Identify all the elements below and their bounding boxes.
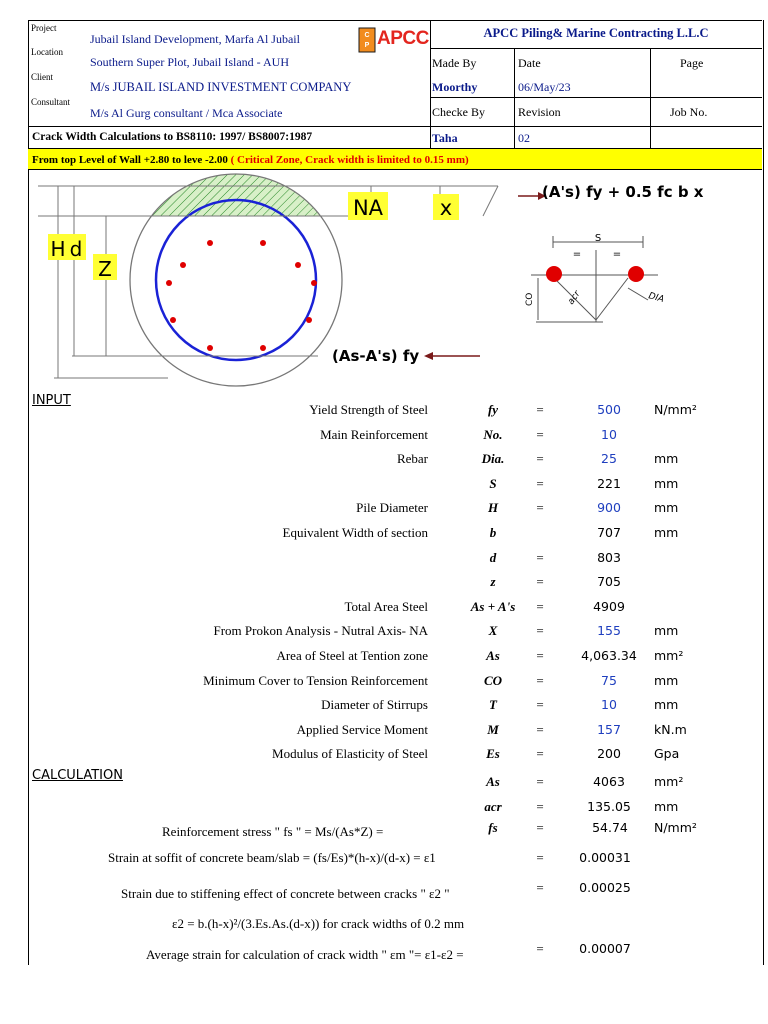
param-equals: =: [536, 574, 544, 590]
location-value: Southern Super Plot, Jubail Island - AUH: [90, 55, 289, 69]
tension-force-label: (As-A's) fy: [332, 347, 420, 365]
param-value: 200: [597, 746, 621, 762]
calculation-section-title: CALCULATION: [32, 768, 123, 783]
compression-force-label: (A's) fy + 0.5 fc b x: [542, 183, 704, 201]
header-col-divider-2: [650, 48, 651, 148]
svg-text:C: C: [364, 32, 370, 39]
job-no-label: Job No.: [670, 105, 708, 119]
param-row: [28, 795, 762, 819]
strain-soffit-label: Strain at soffit of concrete beam/slab = (fs/Es)*(h-x)/(d-x) = ε1: [108, 850, 436, 865]
param-label: Main Reinforcement: [320, 426, 428, 442]
param-symbol: As: [486, 648, 500, 663]
zone-band-text: From top Level of Wall +2.80 to leve -2.00: [32, 154, 231, 166]
reinforcement-stress-equals: =: [536, 820, 544, 835]
param-value: 4,063.34: [581, 648, 637, 663]
na-label: NA: [352, 196, 384, 220]
param-label: Pile Diameter: [356, 500, 428, 516]
param-label: Diameter of Stirrups: [321, 697, 428, 713]
sheet-title: Crack Width Calculations to BS8110: 1997/ BS8007:1987: [32, 131, 313, 143]
param-row: [28, 595, 762, 619]
revision-label: Revision: [518, 105, 561, 119]
param-symbol: d: [489, 549, 497, 565]
param-symbol: As: [486, 774, 500, 789]
param-equals: =: [536, 402, 544, 417]
param-unit: mm: [654, 672, 679, 688]
param-row: [28, 644, 762, 668]
revision-value: 02: [518, 131, 530, 145]
param-row: [28, 447, 762, 471]
param-equals: =: [536, 798, 544, 814]
param-row: [28, 619, 762, 643]
param-label: Minimum Cover to Tension Reinforcement: [203, 672, 428, 688]
reinforcement-stress-symbol: fs: [488, 820, 498, 835]
cover-detail-sketch: [525, 233, 665, 322]
param-symbol: No.: [483, 426, 503, 442]
param-row: [28, 693, 762, 717]
client-value: M/s JUBAIL ISLAND INVESTMENT COMPANY: [90, 80, 352, 94]
param-unit: Gpa: [654, 746, 680, 762]
param-value: 4909: [593, 598, 625, 614]
z-label: Z: [98, 257, 112, 281]
header-top-rule: [28, 20, 762, 21]
param-label: From Prokon Analysis - Nutral Axis- NA: [213, 623, 428, 639]
date-value: 06/May/23: [518, 80, 571, 94]
param-equals: =: [536, 774, 544, 789]
param-equals: =: [536, 648, 544, 663]
param-label: Equivalent Width of section: [282, 525, 428, 540]
param-equals: =: [536, 598, 544, 614]
param-symbol: b: [489, 525, 497, 540]
strain-soffit-equals: =: [536, 850, 544, 865]
header-col-divider-1: [514, 48, 515, 148]
param-equals: =: [536, 672, 544, 688]
zone-band: [28, 148, 762, 170]
param-row: [28, 570, 762, 594]
param-value: 900: [597, 500, 621, 516]
reinforcement-stress-unit: N/mm²: [654, 820, 697, 835]
detail-eq-right: =: [612, 249, 622, 260]
client-label: Client: [31, 72, 53, 82]
average-strain-label: Average strain for calculation of crack width " εm "= ε1-ε2 =: [146, 947, 464, 962]
param-label: Total Area Steel: [344, 598, 428, 614]
param-symbol: acr: [484, 798, 502, 814]
detail-acr-label: acr: [566, 289, 583, 307]
param-unit: mm: [654, 451, 679, 467]
param-unit: mm: [654, 798, 679, 814]
param-symbol: M: [487, 721, 499, 737]
param-unit: N/mm²: [654, 402, 697, 417]
param-value: 705: [597, 574, 621, 590]
param-symbol: z: [490, 574, 496, 590]
d-label: d: [69, 237, 83, 261]
param-label: Area of Steel at Tention zone: [276, 648, 428, 663]
average-strain-equals: =: [536, 941, 544, 956]
param-equals: =: [536, 475, 544, 491]
project-label: Project: [31, 23, 57, 33]
reinforcement-stress-label: Reinforcement stress " fs " = Ms/(As*Z) =: [162, 824, 384, 839]
consultant-value: M/s Al Gurg consultant / Mca Associate: [90, 106, 283, 120]
param-symbol: T: [489, 697, 497, 713]
param-row: [28, 472, 762, 496]
h-label: H: [50, 237, 66, 261]
made-by-value: Moorthy: [432, 80, 478, 94]
company-name: APCC Piling& Marine Contracting L.L.C: [483, 26, 709, 40]
param-value: 135.05: [587, 798, 631, 814]
param-symbol: fy: [487, 402, 499, 417]
param-equals: =: [536, 549, 544, 565]
average-strain-value: 0.00007: [579, 941, 631, 956]
param-value: 4063: [593, 774, 625, 789]
param-row: [28, 521, 762, 545]
param-value: 500: [597, 402, 621, 417]
stiffening-strain-value: 0.00025: [579, 880, 631, 895]
param-row: [28, 496, 762, 520]
param-symbol: Dia.: [481, 451, 505, 467]
svg-text:P: P: [364, 42, 370, 49]
input-section-title: INPUT: [32, 393, 71, 408]
epsilon2-formula: ε2 = b.(h-x)²/(3.Es.As.(d-x)) for crack widths of 0.2 mm: [172, 916, 465, 931]
param-row: [28, 546, 762, 570]
param-symbol: CO: [483, 672, 503, 688]
param-unit: mm: [654, 697, 679, 713]
param-symbol: S: [489, 475, 497, 491]
header-rule-2: [430, 97, 762, 98]
param-equals: =: [536, 623, 544, 639]
param-unit: kN.m: [654, 721, 687, 737]
param-value: 10: [601, 697, 617, 713]
param-value: 157: [597, 721, 621, 737]
page-label: Page: [680, 56, 704, 70]
param-row: [28, 669, 762, 693]
param-unit: mm: [654, 623, 679, 639]
param-symbol: Es: [486, 746, 500, 762]
param-label: Modulus of Elasticity of Steel: [272, 746, 428, 762]
strain-soffit-value: 0.00031: [579, 850, 631, 865]
detail-dia-label: DIA: [647, 291, 666, 305]
param-value: 75: [601, 672, 617, 688]
pile-section-diagram: [28, 170, 762, 395]
param-value: 803: [597, 549, 621, 565]
made-by-label: Made By: [432, 56, 477, 70]
param-label: Yield Strength of Steel: [309, 402, 428, 417]
param-row: [28, 718, 762, 742]
date-label: Date: [518, 56, 541, 70]
param-row: [28, 742, 762, 766]
param-symbol: H: [487, 500, 499, 516]
checked-by-label: Checke By: [432, 105, 485, 119]
project-name: Jubail Island Development, Marfa Al Jubail: [90, 32, 300, 46]
param-unit: mm: [654, 475, 679, 491]
detail-s-label: S: [594, 233, 602, 244]
param-unit: mm: [654, 500, 679, 516]
header-rule-3: [28, 126, 762, 127]
param-value: 221: [597, 475, 621, 491]
param-equals: =: [536, 500, 544, 516]
location-label: Location: [31, 47, 63, 57]
param-equals: =: [536, 721, 544, 737]
zone-band-critical: ( Critical Zone, Crack width is limited to 0.15 mm): [230, 154, 469, 166]
x-label: x: [439, 196, 453, 220]
param-symbol: X: [488, 623, 498, 639]
param-unit: mm²: [654, 774, 684, 789]
company-logo: [358, 27, 428, 53]
param-symbol: As + A's: [470, 598, 516, 614]
stiffening-strain-equals: =: [536, 880, 544, 895]
param-unit: mm²: [654, 648, 684, 663]
detail-co-label: CO: [525, 292, 535, 306]
reinforcement-stress-value: 54.74: [592, 820, 628, 835]
param-value: 10: [601, 426, 617, 442]
consultant-label: Consultant: [31, 97, 71, 107]
param-unit: mm: [654, 525, 679, 540]
param-equals: =: [536, 426, 544, 442]
param-value: 25: [601, 451, 617, 467]
header-rule-1: [430, 48, 762, 49]
param-label: Rebar: [396, 451, 428, 467]
stirrup-circle: [156, 200, 316, 360]
param-equals: =: [536, 746, 544, 762]
param-value: 707: [597, 525, 621, 540]
stiffening-strain-label: Strain due to stiffening effect of concrete between cracks " ε2 ": [121, 886, 450, 901]
param-row: [28, 398, 762, 422]
detail-eq-left: =: [572, 249, 582, 260]
param-row: [28, 423, 762, 447]
param-equals: =: [536, 451, 544, 467]
checked-by-value: Taha: [432, 131, 458, 145]
param-value: 155: [597, 623, 621, 639]
logo-text: APCC: [377, 28, 429, 49]
param-equals: =: [536, 697, 544, 713]
param-label: Applied Service Moment: [296, 721, 428, 737]
param-row: [28, 770, 762, 794]
